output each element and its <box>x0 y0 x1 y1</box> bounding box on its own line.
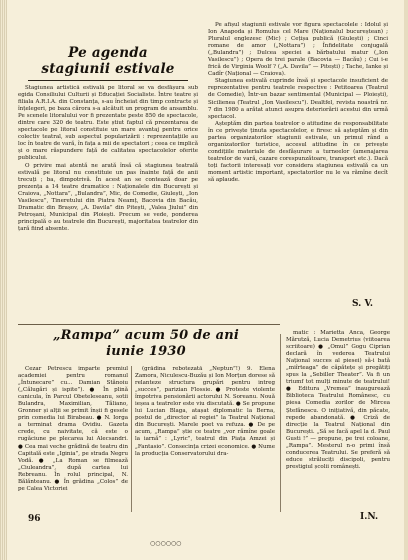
column-divider <box>280 334 281 512</box>
section-divider <box>18 324 280 325</box>
page-edge-left <box>0 0 7 560</box>
paragraph: Pe afișul stagiunii estivale vor figura spectacolele : Idolul și Ion Anapoda și Romulus cel Mare (Naționalul bucureștean) ; Pluralul englezesc (Mic) ; Cețișa publică (Giulești) ; Cinci romane de amor („Nottara”) ; Înfidelitate conjugală („Bulandra”) ; Dulcea speciei a bărbatului matur („Ion Vasilescu”) ; Opera de trei parale (Bacovia — Bacău) ; Cui i-e frică de Virginia Woolf ? („A. Davila” — Pitești) ; Tache, Ianke și Cadîr (Național — Craiova). <box>208 22 388 78</box>
article1-title-line1: Pe agenda <box>68 45 148 61</box>
article2-title-line2: iunie 1930 <box>106 343 186 359</box>
page-edge-right <box>404 0 408 560</box>
decorative-ornament: ○○○○○○ <box>150 540 182 547</box>
article1-title-rule <box>28 80 188 81</box>
paragraph: (grădina rebotezată „Neptun”!) 9. Elena Zamora, Niculescu-Buzău și Ion Morțun dorese să relanteze structura grupări pentru intreg „succes”, parizian Flossie. ● Proteste violente împotriva pensionării actorului N. Soreanu. Nouă ieșea a teatrelor este viu discutată. ● Se propune lui Lucian Blaga, atașat diplomatic la Berna, postul de „director al regiei” la Teatrul Național din București. Marele poet va refuza. ● De pe acum, „Rampa” știe ce teatre „vor rămîne goale la iarnă” : „Lyric”, teatrul din Piața Amzei și „Fantasio”. Consecința crizei economice. ● Nume la producția Conservatorului dra- <box>135 366 275 457</box>
paragraph: O privire mai atentă ne arată însă că stagiunea teatrală estivală pe litoral nu constituie un pas înainte față de anii trecuți ; ba, dimpotrivă. În acest an se contează doar pe prezența a 14 teatre dramatice : Naționalele din București și Craiova, „Nottara”, „Bulandra”, Mic, de Comedie, Giulești, „Ion Vasilescu”, Tineretului din Piatra Neamț, Bacovia din Bacău, Dramatic din Brașov, „A. Davila” din Pitești, „Valea Jiului” din Petroșani, Municipal din Ploiești. Precum se vede, ponderea principală o au teatrele din București, majoritatea teatrelor din țară fiind absente. <box>18 162 198 232</box>
paragraph: Stagiunea estivală cuprinde însă și spectacole insuficient de reprezentative pentru teatrele respective : Petitoarea (Teatrul de Comedie), Într-un bazar sentimental (Municipal — Ploiești), Sicilienea (Teatrul „Ion Vasilescu”). Dealtfel, revista noastră nr. 7 din 1980 a arătat atunci asupra deteriorării acestui din urmă spectacol. <box>208 78 388 120</box>
paragraph: Cezar Petrescu împarte premiul academiei pentru romanul „Întunecare” cu... Damian Stănoiu („Călugări și ispite”). ● În plină canicula, în Parcul Obeteleseanu, sotii Bulandra, Maximilian, Tăliano, Gronner și alții se primit înșii fi gesele prin comedia lui Birabeau. ● N. Iorga a terminat drama Ovidiu. Gazeta crede, cu naivitate, că este o rugăciune pe plecarea lui Alecsandri. ● Cea mai veche grădină de teatru din Capitală este „Iginia”, pe strada Negru Vodă. ● „La Roman se filmează „Ciuleandra”, după cartea lui Rebreanu. În rolul principal, N. Bălănteanu. ● În grădina „Colos” de pe Calea Victoriei <box>18 366 128 492</box>
article1-column1 <box>18 85 198 293</box>
article2-title <box>18 328 274 359</box>
paragraph: matic : Marietta Anca, George Mărutză, Lucia Demetrius (viitoarea scriitoare) ● „Omul” Gogu Ciprian declară în vederea Teatrului Național succes al piesei) să-i bată „miîrteaga” de căpătețe și pregătiți spus la „Sebiller Theater”. Va fi un triumf tot mulți minute de teatrului! ● Editura „Vremea” inaugurează Biblioteca Teatrului Românesc, cu piesa Comedia zorilor de Mircea Ștefănescu. O inițiativă, din păcate, repede abandonată. ● Criză de direcție la Teatrul Național din București. „Să se facă apel la d. Paul Gusti !” — propune, pe trei coloane, „Rampa”. Mesterul n-o primi însă conducerea Teatrului. Se preferă să educe străluciți discipoli, pentru prestigiul școlii românești. <box>286 330 390 470</box>
article2-column2 <box>135 366 275 512</box>
page-number: 96 <box>28 514 41 524</box>
paragraph: Așteptăm din partea teatrelor o atitudine de responsabilitate în ce privește ținuta spectacolelor, e firesc să așteptăm și din partea organizatorilor stagiunii estivale, un primul rând a organizatorilor turistice, accesul atitudine în ce privește condițiile materiale de desfășurare a turneelor (amenajarea teatrelor de vară, cazare corespunzătoare, transport etc.). Dacă toți factorii interesați vor considera stagiunea estivală ca un moment artistic important, spectatorilor nu le va rămîne decît să aplaude. <box>208 120 388 184</box>
paragraph: Stagiunea artistică estivală pe litoral se va desfășura sub egida Consiliului Culturii și Educației Socialiste. Între teatre și filiala A.R.I.A. din Constanța, s-au încheiat din timp contracte și înțelegeri, pe baza cărora s-a alcătuit un program de ansamblu. Pe scenele litoralului vor fi prezentate peste 850 de spectacole, dintre care 320 de teatru. Este știut faptul că prezentarea de spectacole pe litoral constituie un mare avantaj pentru orice colectiv teatral, sub aspectul popularizării : reprezentațiile au loc în teatre de vară, în fața a mii de spectatori ; ceea ce implică și o mare răspundere față de calitatea spectacolelor oferite publicului. <box>18 85 198 162</box>
column-divider <box>131 366 132 512</box>
article1-signature: S. V. <box>352 299 373 309</box>
article1-title-line2: stagiunii estivale <box>41 61 175 77</box>
article2-column3 <box>286 330 390 512</box>
article2-column1 <box>18 366 128 512</box>
article1-column2 <box>208 22 388 292</box>
article1-title <box>18 45 198 77</box>
article2-signature: I.N. <box>360 512 379 522</box>
article2-title-line1: „Rampa” acum 50 de ani <box>52 328 240 343</box>
